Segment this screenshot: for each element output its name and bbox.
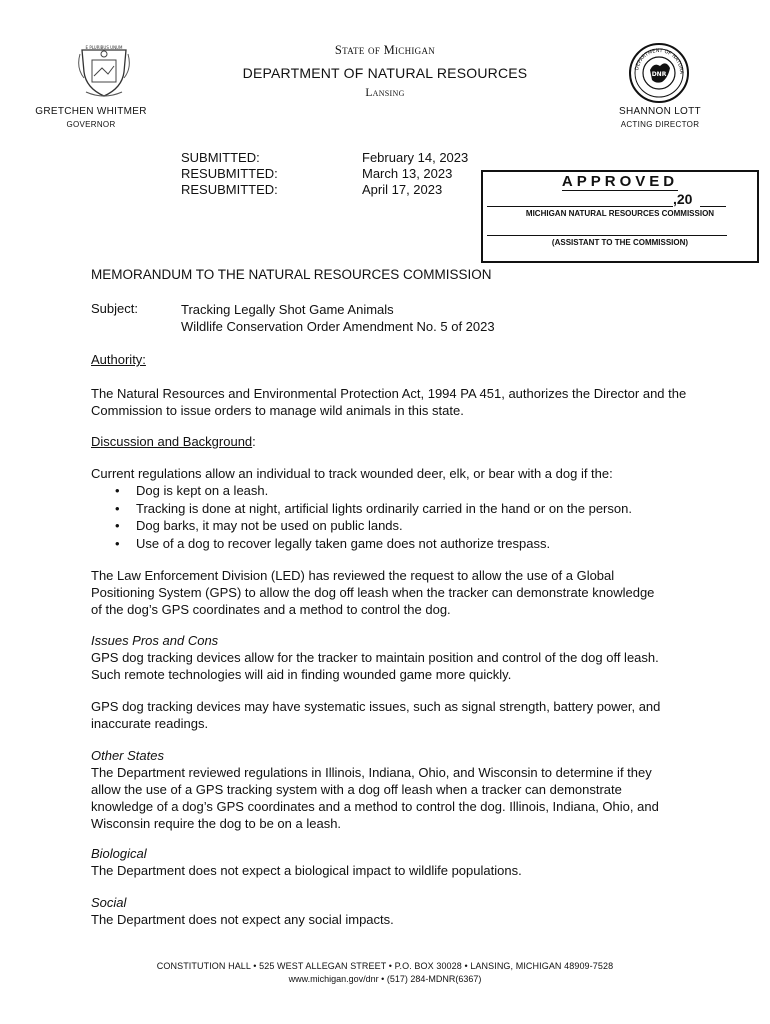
- resubmitted-label-2: RESUBMITTED:: [181, 182, 278, 197]
- assistant-label: (ASSISTANT TO THE COMMISSION): [551, 238, 689, 247]
- svg-text:DNR: DNR: [651, 71, 667, 78]
- svg-text:DEPARTMENT OF NATURAL RESOURCE: DEPARTMENT OF NATURA: [634, 47, 685, 75]
- social-paragraph: The Department does not expect any social impacts.: [91, 912, 394, 927]
- authority-heading: Authority:: [91, 352, 146, 367]
- approved-title-text: APPROVED: [561, 173, 679, 190]
- director-name: SHANNON LOTT: [619, 106, 701, 117]
- regulation-list: [91, 482, 691, 552]
- commission-label: MICHIGAN NATURAL RESOURCES COMMISSION: [525, 209, 715, 218]
- approval-date-line: [487, 206, 673, 207]
- approval-year-prefix: ,20: [673, 191, 693, 207]
- other-states-paragraph: The Department reviewed regulations in Illinois, Indiana, Ohio, and Wisconsin to determine if they allow the use of a GPS tracking system with a dog off leash when a tracker can demonstrate knowledge of a dog’s GPS coordinates and a method to control the dog. Illinois, Indiana, Ohio, and Wisconsin require the dog to be on a leash.: [91, 765, 659, 831]
- other-states-heading: Other States: [91, 748, 164, 763]
- subject-line-2: Wildlife Conservation Order Amendment No. 5 of 2023: [181, 319, 495, 334]
- social-heading: Social: [91, 895, 127, 910]
- discussion-heading-colon: :: [252, 434, 256, 449]
- discussion-heading-text: Discussion and Background: [91, 434, 253, 449]
- authority-paragraph: The Natural Resources and Environmental Protection Act, 1994 PA 451, authorizes the Director and the Commission to issue orders to manage wild animals in this state.: [91, 386, 687, 418]
- list-item-text: Dog is kept on a leash.: [136, 483, 269, 498]
- issues-paragraph-2: GPS dog tracking devices may have systematic issues, such as signal strength, battery power, and inaccurate readings.: [91, 699, 661, 731]
- resubmitted-date-1: March 13, 2023: [362, 166, 453, 181]
- submitted-date: February 14, 2023: [362, 150, 469, 165]
- list-item-text: Tracking is done at night, artificial lights ordinarily carried in the hand or on the person.: [136, 500, 632, 516]
- biological-paragraph: The Department does not expect a biological impact to wildlife populations.: [91, 863, 522, 878]
- approved-title: [481, 173, 759, 190]
- discussion-heading: [91, 433, 691, 450]
- city-name: Lansing: [365, 87, 405, 99]
- footer-address: CONSTITUTION HALL • 525 WEST ALLEGAN STREET • P.O. BOX 30028 • LANSING, MICHIGAN 48909-7528: [156, 961, 614, 971]
- discussion-intro: Current regulations allow an individual to track wounded deer, elk, or bear with a dog if the:: [91, 466, 613, 481]
- biological-heading: Biological: [91, 846, 147, 861]
- subject-label: Subject:: [91, 301, 138, 316]
- memo-heading: MEMORANDUM TO THE NATURAL RESOURCES COMMISSION: [91, 267, 492, 282]
- issues-paragraph-1: GPS dog tracking devices allow for the tracker to maintain position and control of the dog off leash. Such remote technologies will aid in finding wounded game more quickly.: [91, 650, 659, 682]
- subject-text: [181, 301, 495, 335]
- list-item: • Dog is kept on a leash.: [115, 483, 269, 498]
- assistant-signature-line: [487, 235, 727, 236]
- svg-text:E PLURIBUS UNUM: E PLURIBUS UNUM: [85, 45, 123, 50]
- resubmitted-label-1: RESUBMITTED:: [181, 166, 278, 181]
- director-title: ACTING DIRECTOR: [620, 120, 700, 129]
- issues-heading: Issues Pros and Cons: [91, 633, 219, 648]
- governor-name: GRETCHEN WHITMER: [35, 106, 147, 117]
- list-item-text: Use of a dog to recover legally taken game does not authorize trespass.: [136, 535, 551, 551]
- list-item: • Tracking is done at night, artificial lights ordinarily carried in the hand or on the person.: [115, 500, 632, 516]
- governor-title: GOVERNOR: [66, 120, 116, 129]
- state-name: State of Michigan: [334, 43, 436, 57]
- list-item: • Dog barks, it may not be used on public lands.: [115, 518, 403, 533]
- submitted-label: SUBMITTED:: [181, 150, 260, 165]
- department-name: DEPARTMENT OF NATURAL RESOURCES: [242, 65, 528, 81]
- led-paragraph: The Law Enforcement Division (LED) has reviewed the request to allow the use of a Global Positioning System (GPS) to allow the dog off leash when the tracker can demonstrate knowledge of the dog’s GPS coordinates and a method to control the dog.: [91, 568, 655, 617]
- approval-year-line: [700, 206, 726, 207]
- footer-contact: www.michigan.gov/dnr • (517) 284-MDNR(6367): [288, 974, 482, 984]
- list-item: • Use of a dog to recover legally taken game does not authorize trespass.: [115, 535, 551, 551]
- resubmitted-date-2: April 17, 2023: [362, 182, 443, 197]
- subject-line-1: Tracking Legally Shot Game Animals: [181, 302, 394, 317]
- list-item-text: Dog barks, it may not be used on public lands.: [136, 518, 403, 533]
